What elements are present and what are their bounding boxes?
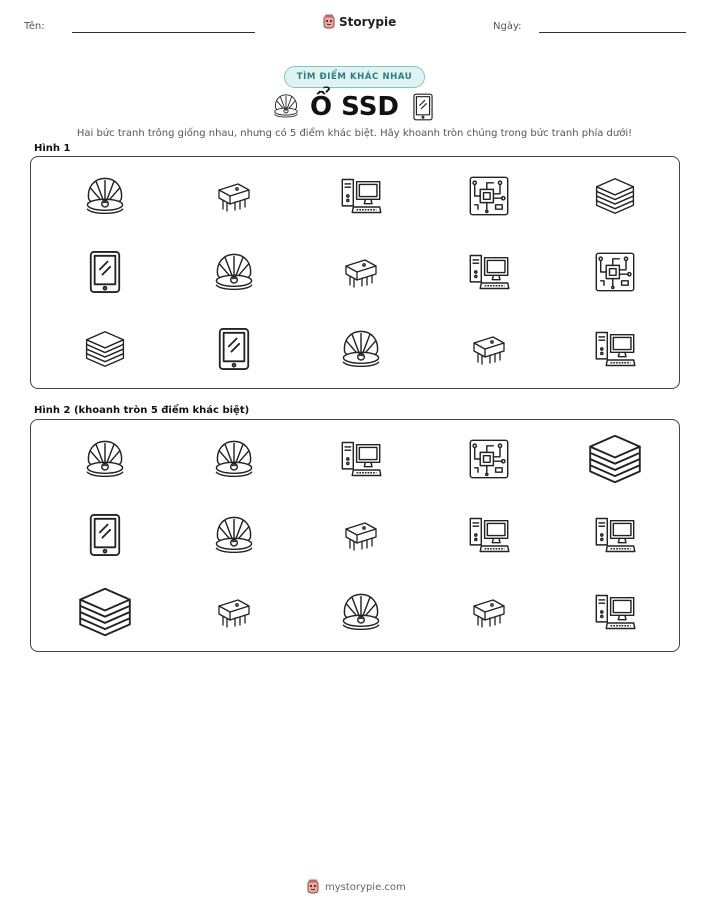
panel1-cell-r1-c1 (65, 156, 145, 236)
panel1-cell-r1-c4 (449, 156, 529, 236)
tablet-icon (217, 327, 251, 371)
panel1-cell-r1-c5 (575, 156, 655, 236)
panel2[interactable] (30, 419, 680, 652)
circuit-board-icon (467, 437, 511, 481)
panel1-cell-r1-c3 (321, 156, 401, 236)
name-label: Tên: (24, 21, 45, 32)
panel1-cell-r2-c5 (575, 232, 655, 312)
activity-badge: TÌM ĐIỂM KHÁC NHAU (284, 66, 425, 88)
chip-icon (341, 515, 381, 555)
chip-icon (214, 176, 254, 216)
title-shell-icon (272, 92, 300, 124)
tablet-icon (88, 250, 122, 294)
name-field-line[interactable] (72, 32, 255, 33)
shell-icon (339, 590, 383, 634)
circuit-board-icon (593, 250, 637, 294)
panel2-cell-r3-c1[interactable] (65, 572, 145, 652)
panel1-cell-r1-c2 (194, 156, 274, 236)
computer-icon (591, 327, 639, 371)
shell-icon (272, 92, 300, 120)
panel1-cell-r3-c3 (321, 309, 401, 389)
panel1-cell-r2-c4 (449, 232, 529, 312)
shell-icon (212, 250, 256, 294)
brand-logo (322, 14, 396, 30)
panel2-cell-r2-c5[interactable] (575, 495, 655, 575)
panel2-cell-r2-c1[interactable] (65, 495, 145, 575)
storypie-mascot-icon (306, 879, 320, 895)
panel2-cell-r1-c1[interactable] (65, 419, 145, 499)
computer-icon (591, 590, 639, 634)
computer-icon (465, 250, 513, 294)
panel2-cell-r3-c3[interactable] (321, 572, 401, 652)
chip-icon (469, 592, 509, 632)
shell-icon (212, 437, 256, 481)
chip-icon (214, 592, 254, 632)
panel2-cell-r1-c2[interactable] (194, 419, 274, 499)
shell-icon (339, 327, 383, 371)
shell-icon (212, 513, 256, 557)
ssd-stack-icon (592, 173, 638, 219)
panel2-label: Hình 2 (khoanh tròn 5 điểm khác biệt) (34, 405, 250, 416)
panel1-cell-r2-c2 (194, 232, 274, 312)
panel2-cell-r1-c3[interactable] (321, 419, 401, 499)
panel1-cell-r3-c4 (449, 309, 529, 389)
computer-icon (337, 437, 385, 481)
ssd-stack-icon (74, 581, 136, 643)
computer-icon (591, 513, 639, 557)
title-tablet-icon (412, 93, 434, 125)
footer-url[interactable]: mystorypie.com (325, 881, 406, 893)
computer-icon (337, 174, 385, 218)
panel1-cell-r2-c1 (65, 232, 145, 312)
panel2-cell-r3-c2[interactable] (194, 572, 274, 652)
ssd-stack-icon (82, 326, 128, 372)
storypie-mascot-icon (322, 14, 336, 30)
panel2-cell-r3-c4[interactable] (449, 572, 529, 652)
panel1-cell-r3-c2 (194, 309, 274, 389)
tablet-icon (412, 93, 434, 121)
panel2-cell-r3-c5[interactable] (575, 572, 655, 652)
panel2-cell-r2-c2[interactable] (194, 495, 274, 575)
panel1-cell-r3-c5 (575, 309, 655, 389)
chip-icon (469, 329, 509, 369)
page-title: Ổ SSD (309, 92, 400, 122)
instructions: Hai bức tranh trông giống nhau, nhưng có 5 điểm khác biệt. Hãy khoanh tròn chúng trong bức tranh phía dưới! (76, 128, 633, 139)
ssd-stack-icon (584, 428, 646, 490)
panel1-cell-r3-c1 (65, 309, 145, 389)
tablet-icon (88, 513, 122, 557)
panel2-cell-r2-c3[interactable] (321, 495, 401, 575)
panel2-cell-r2-c4[interactable] (449, 495, 529, 575)
panel1 (30, 156, 680, 389)
date-label: Ngày: (493, 21, 522, 32)
brand-name: Storypie (339, 15, 397, 29)
circuit-board-icon (467, 174, 511, 218)
panel2-cell-r1-c4[interactable] (449, 419, 529, 499)
shell-icon (83, 174, 127, 218)
shell-icon (83, 437, 127, 481)
footer (306, 879, 406, 895)
chip-icon (341, 252, 381, 292)
panel1-label: Hình 1 (34, 143, 71, 154)
panel1-cell-r2-c3 (321, 232, 401, 312)
computer-icon (465, 513, 513, 557)
panel2-cell-r1-c5[interactable] (575, 419, 655, 499)
date-field-line[interactable] (539, 32, 686, 33)
